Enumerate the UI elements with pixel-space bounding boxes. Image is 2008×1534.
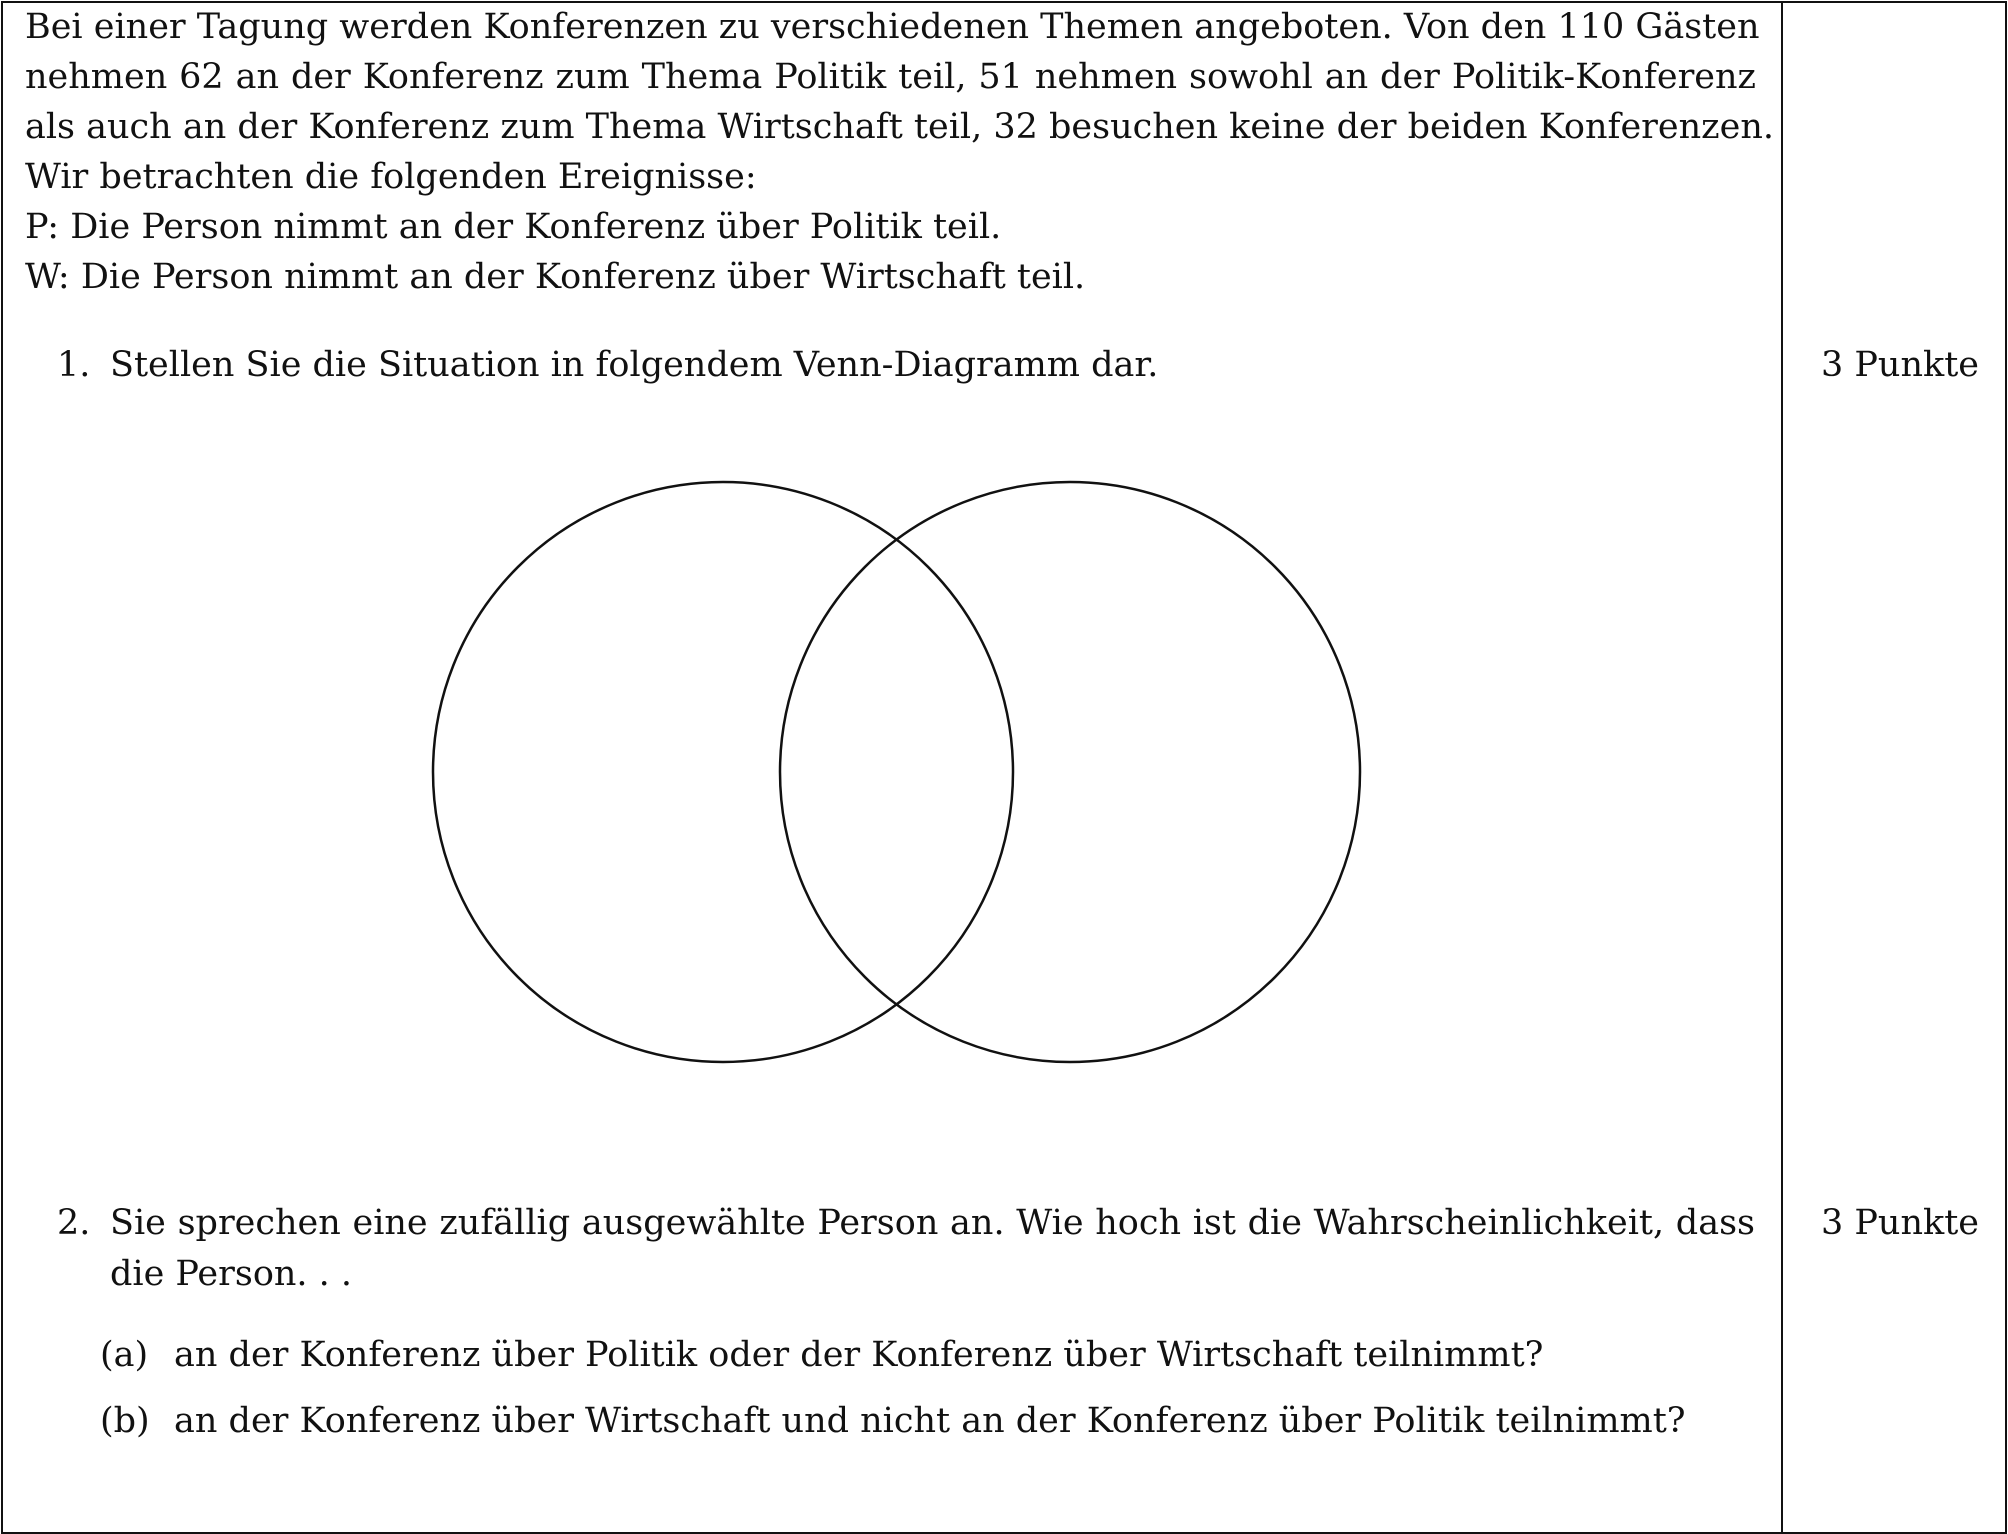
event-p-definition: P: Die Person nimmt an der Konferenz über Politik teil. — [25, 207, 1002, 247]
task2-points: 3 Punkte — [1820, 1203, 1979, 1243]
intro-line-4: Wir betrachten die folgenden Ereignisse: — [25, 157, 757, 197]
task2b-text: an der Konferenz über Wirtschaft und nicht an der Konferenz über Politik teilnimmt? — [174, 1401, 1686, 1441]
venn-circle-right — [780, 482, 1360, 1062]
intro-line-1: Bei einer Tagung werden Konferenzen zu verschiedenen Themen angeboten. Von den 110 Gästen — [25, 7, 1760, 47]
task2a-text: an der Konferenz über Politik oder der Konferenz über Wirtschaft teilnimmt? — [174, 1335, 1544, 1375]
intro-line-2: nehmen 62 an der Konferenz zum Thema Politik teil, 51 nehmen sowohl an der Politik-Konferenz — [25, 57, 1756, 97]
intro-line-3: als auch an der Konferenz zum Thema Wirtschaft teil, 32 besuchen keine der beiden Konferenzen. — [25, 107, 1774, 147]
task1-points: 3 Punkte — [1820, 345, 1979, 385]
task2-text-line2: die Person. . . — [110, 1254, 353, 1294]
task2b-label: (b) — [100, 1401, 150, 1441]
venn-circle-left — [433, 482, 1013, 1062]
task2a-label: (a) — [100, 1335, 149, 1375]
event-w-definition: W: Die Person nimmt an der Konferenz über Wirtschaft teil. — [25, 257, 1086, 297]
task1-number: 1. — [57, 345, 91, 385]
task2-number: 2. — [57, 1203, 91, 1243]
task1-text: Stellen Sie die Situation in folgendem Venn-Diagramm dar. — [110, 345, 1159, 385]
task2-text-line1: Sie sprechen eine zufällig ausgewählte Person an. Wie hoch ist die Wahrscheinlichkeit, dass — [110, 1203, 1755, 1243]
